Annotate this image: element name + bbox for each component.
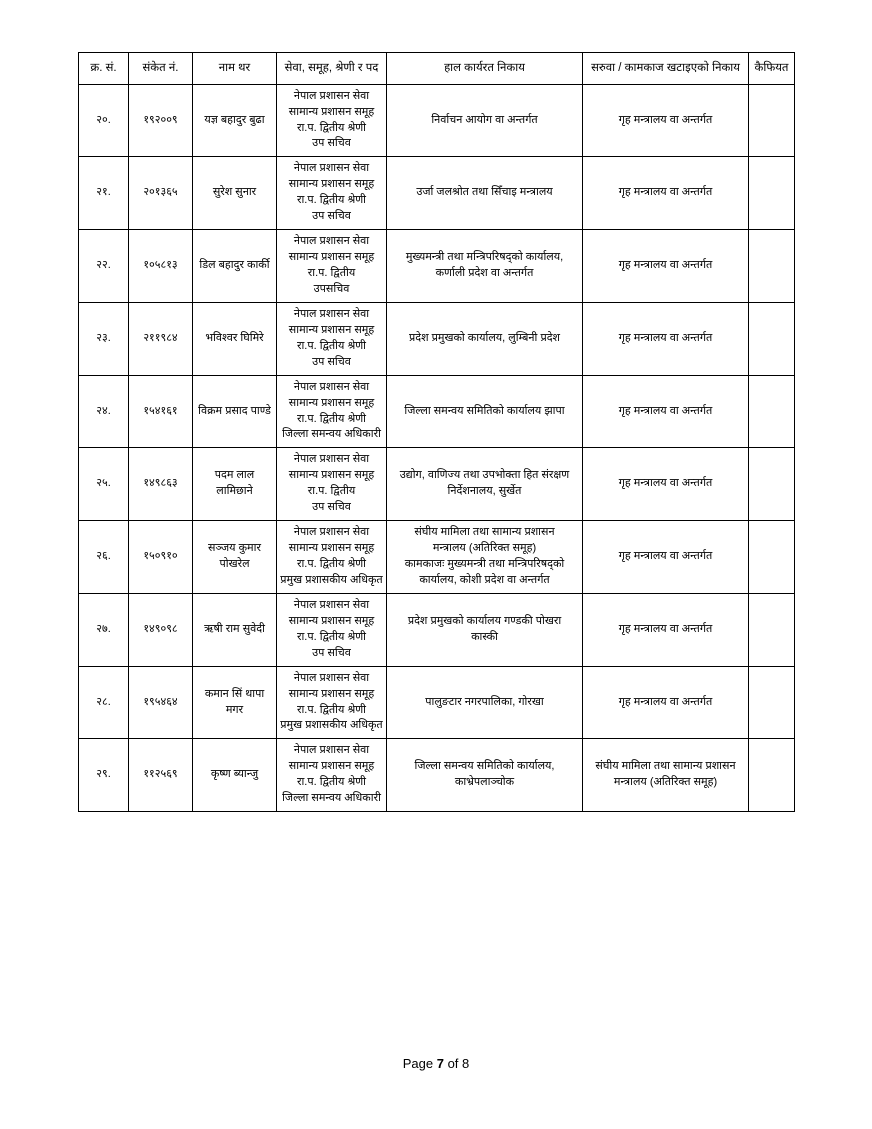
cell-transfer-office [583,302,749,375]
cell-transfer-office [583,666,749,739]
cell-code-number: २०१३६५ [129,157,193,230]
cell-service-group [277,230,387,303]
cell-current-office-line: मुख्यमन्त्री तथा मन्त्रिपरिषद्को कार्यालय, [405,251,564,264]
cell-transfer-office [583,739,749,812]
cell-service-group [277,375,387,448]
table-header-row [79,53,795,85]
footer-page-number: 7 [436,1056,444,1071]
cell-transfer-office-line: गृह मन्त्रालय वा अन्तर्गत [618,622,713,635]
cell-service-group-line: नेपाल प्रशासन सेवा [293,671,370,684]
cell-current-office-line: कर्णाली प्रदेश वा अन्तर्गत [435,267,534,280]
cell-service-group-line: रा.प. द्वितीय श्रेणी [296,776,367,789]
cell-transfer-office [583,375,749,448]
cell-code-number: २११९८४ [129,302,193,375]
cell-current-office [387,84,583,157]
cell-code-number: १५४१६१ [129,375,193,448]
column-header-code: संकेत नं. [129,53,193,85]
cell-service-group-line: प्रमुख प्रशासकीय अधिकृत [280,719,383,732]
cell-service-group [277,84,387,157]
cell-current-office-line: जिल्ला समन्वय समितिको कार्यालय, [414,760,555,773]
cell-service-group-line: उप सचिव [312,646,351,659]
cell-remarks [749,84,795,157]
cell-service-group [277,302,387,375]
cell-serial-number: २४. [79,375,129,448]
employee-transfer-table [78,52,795,812]
cell-employee-name: कृष्ण ब्यान्जु [193,739,277,812]
cell-service-group [277,666,387,739]
cell-current-office-line: मन्त्रालय (अतिरिक्त समूह) [432,542,537,555]
cell-code-number: १४९८६३ [129,448,193,521]
table-row [79,448,795,521]
cell-service-group-line: नेपाल प्रशासन सेवा [293,307,370,320]
cell-service-group-line: नेपाल प्रशासन सेवा [293,89,370,102]
cell-current-office-line: निर्देशनालय, सुर्खेत [447,485,522,498]
cell-current-office [387,521,583,594]
cell-transfer-office-line: गृह मन्त्रालय वा अन्तर्गत [618,186,713,199]
table-row [79,302,795,375]
cell-current-office-line: कार्यालय, कोशी प्रदेश वा अन्तर्गत [419,573,550,586]
cell-service-group-line: रा.प. द्वितीय श्रेणी [296,121,367,134]
cell-serial-number: २७. [79,593,129,666]
footer-total-pages: 8 [462,1056,470,1071]
cell-current-office-line: प्रदेश प्रमुखको कार्यालय गण्डकी पोखरा [407,614,562,627]
cell-transfer-office-line: संघीय मामिला तथा सामान्य प्रशासन [595,760,736,773]
cell-code-number: १०५८१३ [129,230,193,303]
cell-service-group-line: सामान्य प्रशासन समूह [288,687,375,700]
cell-remarks [749,375,795,448]
cell-service-group-line: नेपाल प्रशासन सेवा [293,235,370,248]
cell-current-office [387,593,583,666]
cell-code-number: ११२५६९ [129,739,193,812]
cell-current-office [387,157,583,230]
cell-employee-name: यज्ञ बहादुर बुढा [193,84,277,157]
column-header-remarks: कैफियत [749,53,795,85]
cell-code-number: १४९०९८ [129,593,193,666]
cell-service-group [277,739,387,812]
cell-transfer-office [583,448,749,521]
table-row [79,521,795,594]
cell-current-office-line: उर्जा जलश्रोत तथा सिँचाइ मन्त्रालय [416,186,553,199]
cell-serial-number: २१. [79,157,129,230]
cell-current-office-line: कास्की [471,630,498,643]
cell-current-office-line: प्रदेश प्रमुखको कार्यालय, लुम्बिनी प्रदेश [408,331,561,344]
page-footer [0,1056,872,1071]
cell-service-group-line: प्रमुख प्रशासकीय अधिकृत [280,573,383,586]
cell-serial-number: २३. [79,302,129,375]
cell-remarks [749,739,795,812]
cell-transfer-office-line: गृह मन्त्रालय वा अन्तर्गत [618,477,713,490]
cell-current-office [387,302,583,375]
cell-service-group [277,593,387,666]
cell-service-group [277,448,387,521]
column-header-current-office: हाल कार्यरत निकाय [387,53,583,85]
cell-serial-number: २६. [79,521,129,594]
footer-prefix: Page [402,1056,434,1071]
cell-transfer-office-line: गृह मन्त्रालय वा अन्तर्गत [618,695,713,708]
cell-serial-number: २९. [79,739,129,812]
table-row [79,157,795,230]
cell-employee-name: सुरेश सुनार [193,157,277,230]
cell-service-group-line: नेपाल प्रशासन सेवा [293,598,370,611]
cell-current-office-line: संघीय मामिला तथा सामान्य प्रशासन [414,526,555,539]
cell-service-group-line: नेपाल प्रशासन सेवा [293,453,370,466]
column-header-service: सेवा, समूह, श्रेणी र पद [277,53,387,85]
cell-remarks [749,666,795,739]
cell-service-group [277,157,387,230]
cell-serial-number: २२. [79,230,129,303]
cell-transfer-office [583,521,749,594]
cell-transfer-office-line: गृह मन्त्रालय वा अन्तर्गत [618,113,713,126]
table-header [79,53,795,85]
column-header-transfer-office: सरुवा / कामकाज खटाइएको निकाय [583,53,749,85]
cell-service-group-line: सामान्य प्रशासन समूह [288,469,375,482]
table-row [79,375,795,448]
table-row [79,84,795,157]
cell-service-group [277,521,387,594]
cell-transfer-office [583,84,749,157]
cell-current-office [387,230,583,303]
cell-service-group-line: रा.प. द्वितीय श्रेणी [296,412,367,425]
table-body [79,84,795,812]
cell-transfer-office-line: मन्त्रालय (अतिरिक्त समूह) [613,776,718,789]
cell-service-group-line: सामान्य प्रशासन समूह [288,178,375,191]
cell-service-group-line: जिल्ला समन्वय अधिकारी [282,428,381,441]
cell-service-group-line: सामान्य प्रशासन समूह [288,323,375,336]
cell-service-group-line: उप सचिव [312,355,351,368]
cell-remarks [749,593,795,666]
cell-remarks [749,521,795,594]
cell-service-group-line: रा.प. द्वितीय श्रेणी [296,630,367,643]
cell-service-group-line: नेपाल प्रशासन सेवा [293,744,370,757]
cell-service-group-line: रा.प. द्वितीय श्रेणी [296,703,367,716]
cell-transfer-office-line: गृह मन्त्रालय वा अन्तर्गत [618,331,713,344]
cell-current-office-line: काभ्रेपलाञ्चोक [454,776,515,789]
cell-code-number: १९२००९ [129,84,193,157]
cell-service-group-line: सामान्य प्रशासन समूह [288,396,375,409]
cell-employee-name: भविश्वर घिमिरे [193,302,277,375]
cell-service-group-line: उप सचिव [312,501,351,514]
column-header-serial: क्र. सं. [79,53,129,85]
table-row [79,666,795,739]
cell-service-group-line: सामान्य प्रशासन समूह [288,105,375,118]
cell-current-office-line: जिल्ला समन्वय समितिको कार्यालय झापा [404,404,565,417]
cell-current-office-line: उद्योग, वाणिज्य तथा उपभोक्ता हित संरक्षण [399,469,570,482]
cell-remarks [749,448,795,521]
cell-service-group-line: सामान्य प्रशासन समूह [288,614,375,627]
table-row [79,739,795,812]
cell-remarks [749,230,795,303]
cell-remarks [749,302,795,375]
cell-code-number: १५०९१० [129,521,193,594]
cell-code-number: १९५४६४ [129,666,193,739]
cell-service-group-line: रा.प. द्वितीय [307,267,356,280]
cell-current-office [387,375,583,448]
cell-employee-name: विक्रम प्रसाद पाण्डे [193,375,277,448]
cell-current-office-line: पालुङटार नगरपालिका, गोरखा [425,695,544,708]
cell-service-group-line: उप सचिव [312,210,351,223]
cell-service-group-line: उप सचिव [312,137,351,150]
cell-transfer-office-line: गृह मन्त्रालय वा अन्तर्गत [618,259,713,272]
cell-current-office-line: निर्वाचन आयोग वा अन्तर्गत [431,113,538,126]
cell-transfer-office [583,157,749,230]
cell-serial-number: २५. [79,448,129,521]
cell-transfer-office-line: गृह मन्त्रालय वा अन्तर्गत [618,550,713,563]
cell-employee-name: पदम लाल लामिछाने [193,448,277,521]
cell-employee-name: कमान सिं थापा मगर [193,666,277,739]
cell-transfer-office-line: गृह मन्त्रालय वा अन्तर्गत [618,404,713,417]
cell-service-group-line: उपसचिव [313,282,350,295]
cell-service-group-line: रा.प. द्वितीय [307,485,356,498]
cell-service-group-line: सामान्य प्रशासन समूह [288,251,375,264]
cell-service-group-line: नेपाल प्रशासन सेवा [293,162,370,175]
cell-current-office [387,448,583,521]
cell-service-group-line: नेपाल प्रशासन सेवा [293,380,370,393]
footer-middle: of [447,1056,459,1071]
cell-service-group-line: नेपाल प्रशासन सेवा [293,526,370,539]
cell-transfer-office [583,230,749,303]
cell-serial-number: २०. [79,84,129,157]
cell-serial-number: २८. [79,666,129,739]
cell-service-group-line: रा.प. द्वितीय श्रेणी [296,339,367,352]
column-header-name: नाम थर [193,53,277,85]
cell-employee-name: डिल बहादुर कार्की [193,230,277,303]
cell-remarks [749,157,795,230]
table-row [79,230,795,303]
cell-service-group-line: सामान्य प्रशासन समूह [288,542,375,555]
cell-current-office [387,666,583,739]
cell-service-group-line: सामान्य प्रशासन समूह [288,760,375,773]
cell-service-group-line: जिल्ला समन्वय अधिकारी [282,792,381,805]
cell-current-office-line: कामकाजः मुख्यमन्त्री तथा मन्त्रिपरिषद्को [404,558,565,571]
cell-current-office [387,739,583,812]
cell-service-group-line: रा.प. द्वितीय श्रेणी [296,558,367,571]
cell-service-group-line: रा.प. द्वितीय श्रेणी [296,194,367,207]
cell-employee-name: ऋषी राम सुवेदी [193,593,277,666]
cell-employee-name: सञ्जय कुमार पोखरेल [193,521,277,594]
table-row [79,593,795,666]
cell-transfer-office [583,593,749,666]
